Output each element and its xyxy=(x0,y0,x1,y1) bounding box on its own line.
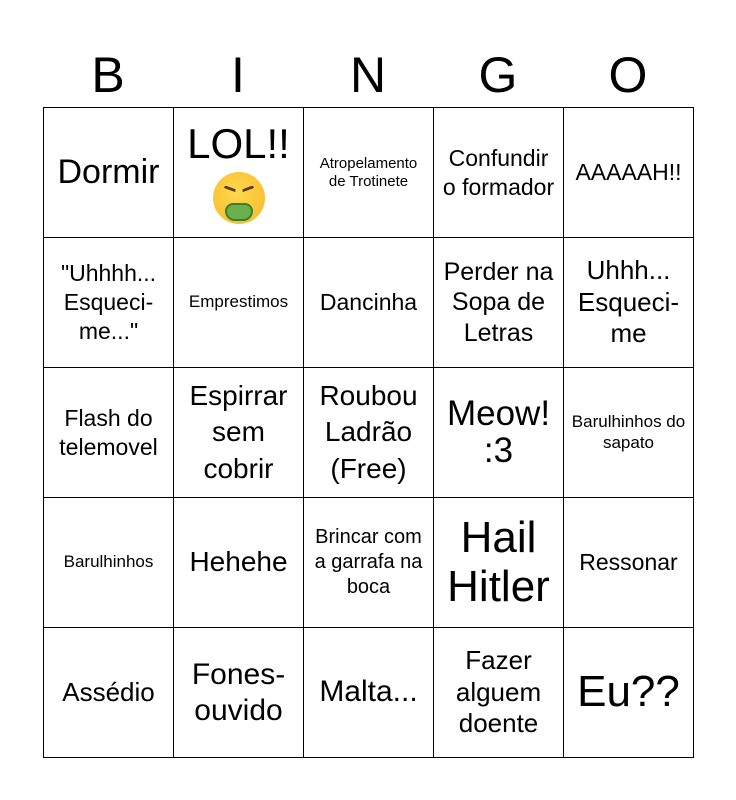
bingo-cell[interactable] xyxy=(434,368,564,498)
nauseated-face-icon xyxy=(213,172,265,224)
cell-text: Malta... xyxy=(319,675,418,709)
cell-text: Perder na Sopa de Letras xyxy=(443,257,554,347)
bingo-cell[interactable] xyxy=(434,498,564,628)
bingo-cell[interactable] xyxy=(564,108,694,238)
bingo-cell[interactable] xyxy=(564,368,694,498)
bingo-cell[interactable] xyxy=(44,628,174,758)
cell-text: Dancinha xyxy=(319,289,418,316)
cell-text: Fones-ouvido xyxy=(191,657,286,727)
bingo-cell[interactable] xyxy=(174,238,304,368)
cell-text: "Uhhhh... Esqueci-me..." xyxy=(60,260,157,344)
cell-text: Roubou Ladrão (Free) xyxy=(319,379,418,484)
bingo-cell[interactable] xyxy=(44,368,174,498)
cell-text: Eu?? xyxy=(577,667,680,717)
bingo-cell[interactable] xyxy=(174,498,304,628)
bingo-cell[interactable] xyxy=(434,238,564,368)
cell-text: Ressonar xyxy=(579,549,678,576)
cell-text: Atropelamento de Trotinete xyxy=(319,154,418,190)
bingo-cell[interactable] xyxy=(304,498,434,628)
bingo-cell[interactable] xyxy=(564,628,694,758)
cell-text: LOL!! xyxy=(187,120,290,168)
cell-text: AAAAAH!! xyxy=(575,159,682,186)
cell-text: Dormir xyxy=(57,152,160,191)
bingo-cell[interactable] xyxy=(434,628,564,758)
header-letter-i: I xyxy=(231,47,245,103)
header-letter-g: G xyxy=(478,47,518,103)
bingo-cell[interactable] xyxy=(434,108,564,238)
cell-text: Fazer alguem doente xyxy=(455,644,542,739)
header-letter-o: O xyxy=(608,47,648,103)
bingo-cell[interactable] xyxy=(44,238,174,368)
cell-text: Hail Hitler xyxy=(447,513,550,611)
bingo-cell[interactable] xyxy=(304,108,434,238)
cell-text: Barulhinhos do sapato xyxy=(571,412,686,452)
bingo-cell[interactable] xyxy=(304,368,434,498)
bingo-cell[interactable] xyxy=(304,628,434,758)
bingo-cell[interactable] xyxy=(564,498,694,628)
cell-text: Brincar com a garrafa na boca xyxy=(314,526,423,598)
cell-text: Flash do telemovel xyxy=(59,404,158,460)
cell-text: Confundir o formador xyxy=(442,144,555,200)
cell-text: Meow! :3 xyxy=(446,393,551,470)
bingo-cell[interactable] xyxy=(44,498,174,628)
cell-text: Hehehe xyxy=(189,546,288,578)
bingo-cell[interactable] xyxy=(174,628,304,758)
cell-text: Barulhinhos xyxy=(63,552,154,572)
bingo-cell[interactable] xyxy=(564,238,694,368)
bingo-header xyxy=(43,42,693,108)
bingo-board xyxy=(43,107,694,758)
bingo-cell[interactable] xyxy=(44,108,174,238)
header-letter-b: B xyxy=(91,47,125,103)
header-letter-n: N xyxy=(349,47,387,103)
cell-text: Emprestimos xyxy=(188,292,289,312)
cell-text: Espirrar sem cobrir xyxy=(189,379,288,484)
bingo-cell[interactable] xyxy=(304,238,434,368)
bingo-cell[interactable] xyxy=(174,368,304,498)
bingo-cell[interactable] xyxy=(174,108,304,238)
cell-text: Uhhh... Esqueci-me xyxy=(577,254,680,349)
cell-text: Assédio xyxy=(62,676,155,707)
